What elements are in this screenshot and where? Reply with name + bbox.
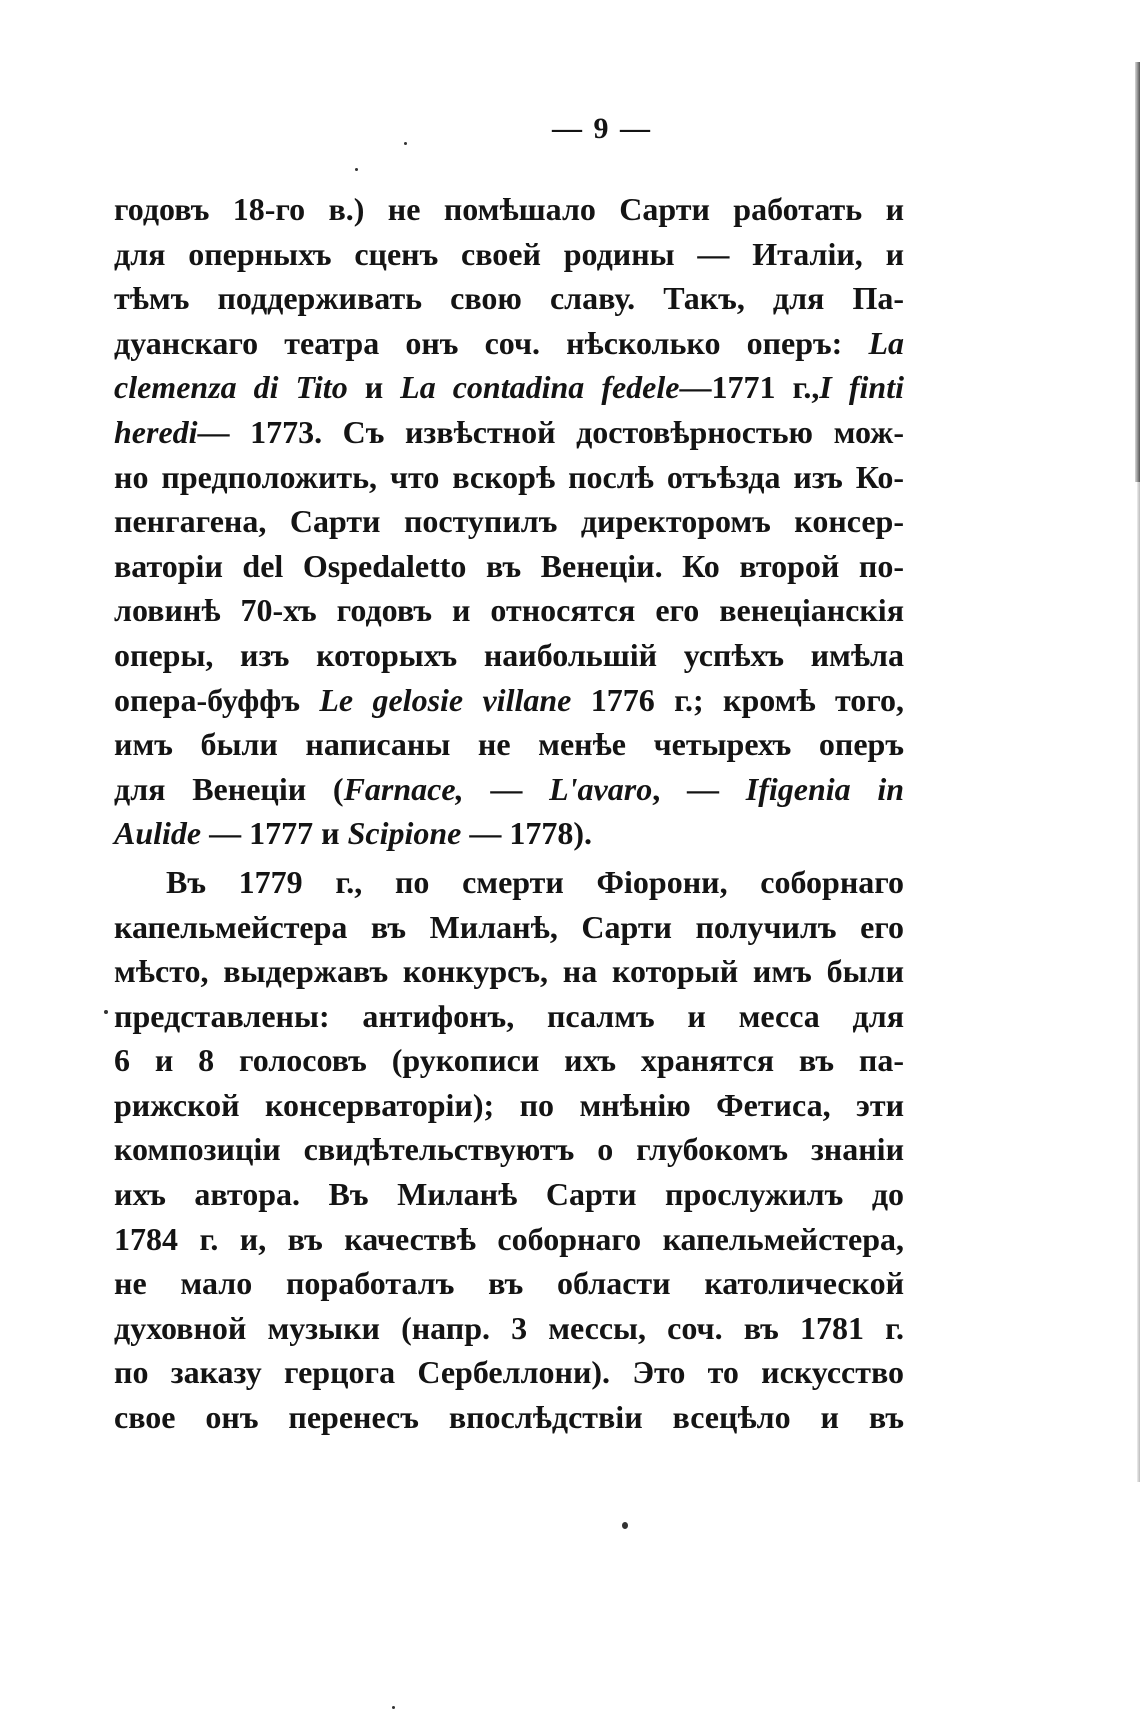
text-line: опера-буффъ Le gelosie villane 1776 г.; кромѣ того, bbox=[114, 681, 905, 718]
text-line: композиціи свидѣтельствуютъ о глубокомъ знаніи bbox=[114, 1131, 904, 1168]
text-line: heredi— 1773. Съ извѣстной достовѣрностью мож- bbox=[114, 413, 904, 450]
page-number: — 9 — bbox=[552, 112, 652, 145]
text-line: дуанскаго театра онъ соч. нѣсколько оперъ: La bbox=[114, 324, 905, 361]
text-line: пенгагена, Сарти поступилъ директоромъ консер- bbox=[114, 503, 904, 540]
opera-title: Le gelosie villane bbox=[319, 681, 572, 718]
opera-title: heredi bbox=[114, 413, 198, 450]
text-line: свое онъ перенесъ впослѣдствіи всецѣло и въ bbox=[114, 1399, 904, 1436]
body-text bbox=[114, 187, 904, 1440]
text-line: духовной музыки (напр. 3 мессы, соч. въ 1781 г. bbox=[114, 1309, 904, 1346]
text-line: 1784 г. и, въ качествѣ соборнаго капельмейстера, bbox=[114, 1220, 904, 1257]
text-line: по заказу герцога Сербеллони). Это то искусство bbox=[114, 1354, 904, 1391]
opera-title: Farnace, bbox=[343, 770, 464, 807]
scan-speck bbox=[104, 1010, 108, 1014]
text-line: годовъ 18-го в.) не помѣшало Сарти работать и bbox=[114, 191, 904, 227]
text-line: для оперныхъ сценъ своей родины — Италіи, и bbox=[114, 235, 904, 272]
scan-speck bbox=[622, 1522, 628, 1529]
opera-title: La contadina fedele bbox=[400, 369, 680, 406]
opera-title: La bbox=[868, 324, 905, 361]
opera-title: I finti bbox=[819, 369, 905, 406]
text-line: 6 и 8 голосовъ (рукописи ихъ хранятся въ па- bbox=[114, 1042, 904, 1079]
text-line: Въ 1779 г., по смерти Фіорони, соборнаго bbox=[166, 863, 904, 900]
text-line: имъ были написаны не менѣе четырехъ оперъ bbox=[114, 726, 904, 763]
text-line: оперы, изъ которыхъ наибольшій успѣхъ имѣла bbox=[114, 636, 904, 673]
text-line: мѣсто, выдержавъ конкурсъ, на который имъ были bbox=[114, 953, 904, 990]
text-line: не мало поработалъ въ области католической bbox=[114, 1265, 904, 1302]
text-line: ловинѣ 70-хъ годовъ и относятся его венеціанскія bbox=[114, 592, 904, 629]
text-line: капельмейстера въ Миланѣ, Сарти получилъ его bbox=[114, 908, 904, 945]
opera-title: L'avaro bbox=[549, 770, 653, 807]
text-line: представлены: антифонъ, псалмъ и месса для bbox=[114, 997, 904, 1034]
scan-speck bbox=[392, 1706, 395, 1709]
opera-title: Aulide bbox=[114, 815, 202, 852]
text-line: clemenza di Tito и La contadina fedele—1771 г.,I finti bbox=[114, 369, 905, 406]
opera-title: clemenza di Tito bbox=[114, 369, 348, 406]
text-line: ваторіи del Ospedaletto въ Венеціи. Ко второй по- bbox=[114, 547, 904, 584]
opera-title: Ifigenia in bbox=[745, 770, 905, 807]
text-line: для Венеціи (Farnace, — L'avaro, — Ifigenia in bbox=[114, 770, 905, 807]
scan-speck bbox=[355, 168, 358, 171]
text-line: но предположить, что вскорѣ послѣ отъѣзда изъ Ко- bbox=[114, 458, 904, 495]
text-line: тѣмъ поддерживать свою славу. Такъ, для Па- bbox=[114, 280, 904, 317]
text-line: ихъ автора. Въ Миланѣ Сарти прослужилъ до bbox=[114, 1176, 904, 1213]
text-line: Aulide — 1777 и Scipione — 1778). bbox=[114, 815, 592, 852]
opera-title: Scipione bbox=[347, 815, 462, 852]
text-line: рижской консерваторіи); по мнѣнію Фетиса, эти bbox=[114, 1086, 904, 1123]
